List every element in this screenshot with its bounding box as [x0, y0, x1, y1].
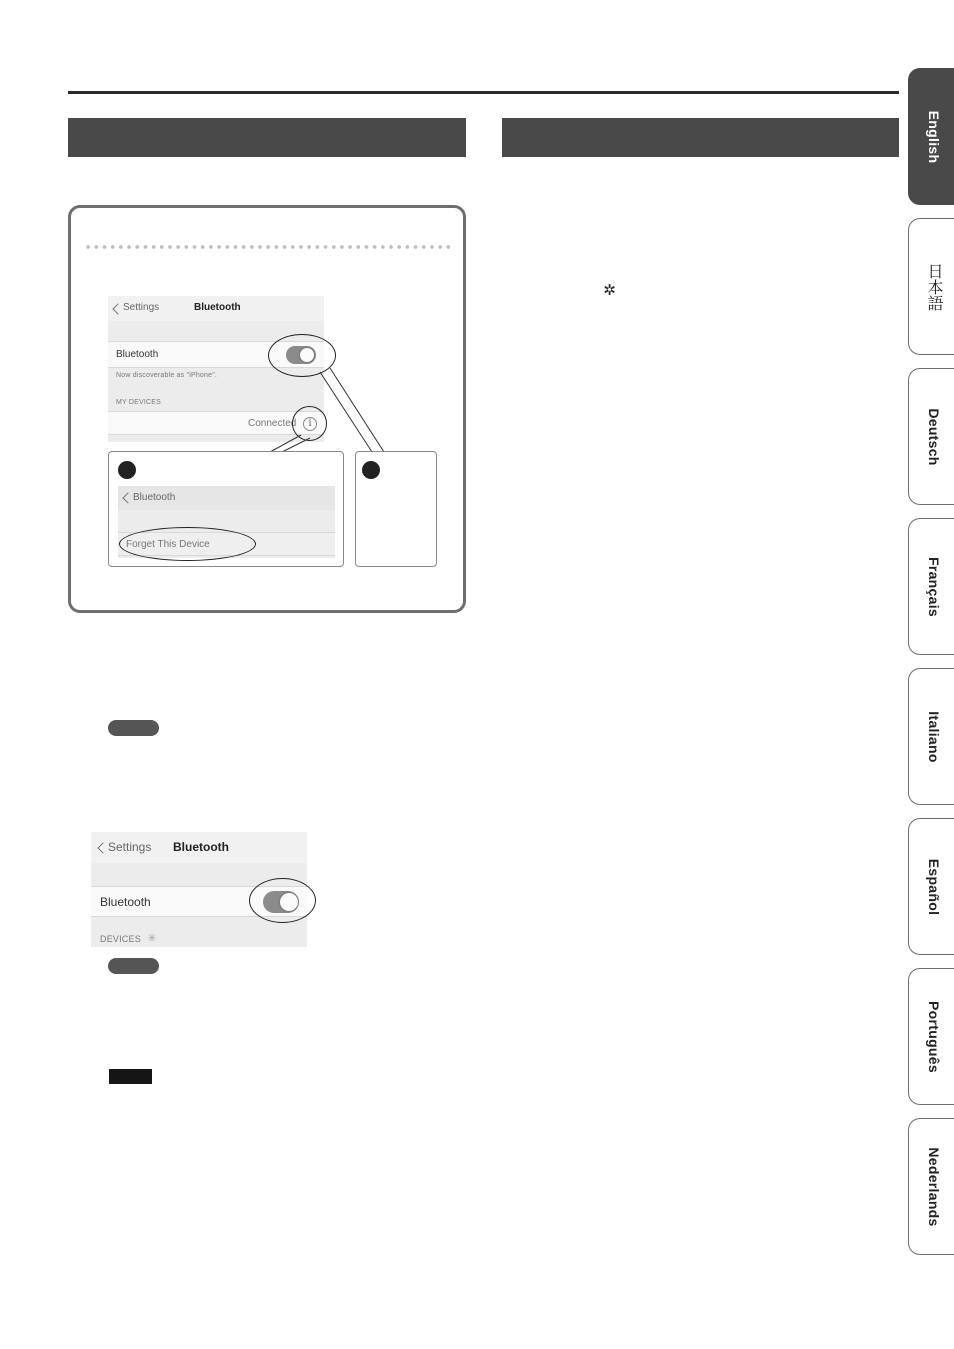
info-icon[interactable]: i [303, 417, 317, 431]
highlight-ring-toggle [249, 878, 316, 923]
tab-label: Nederlands [925, 1146, 942, 1227]
section-header-devices: DEVICES [100, 934, 141, 944]
note-badge [108, 958, 159, 974]
bluetooth-row-label: Bluetooth [116, 349, 159, 360]
back-button[interactable]: Bluetooth [133, 492, 176, 503]
tab-espanol[interactable] [908, 818, 954, 955]
back-button[interactable]: Settings [123, 302, 160, 313]
tab-francais[interactable] [908, 518, 954, 655]
settings-gear-icon: ✲ [603, 281, 616, 299]
bluetooth-row-label: Bluetooth [100, 895, 151, 909]
tab-deutsch[interactable] [908, 368, 954, 505]
note-badge [108, 720, 159, 736]
tab-label: Deutsch [925, 407, 942, 466]
nav-title: Bluetooth [173, 840, 229, 854]
tab-nederlands[interactable] [908, 1118, 954, 1255]
tab-english[interactable] [908, 68, 954, 205]
discoverable-note: Now discoverable as "iPhone". [116, 372, 218, 379]
tab-italiano[interactable] [908, 668, 954, 805]
nav-title: Bluetooth [194, 302, 241, 313]
back-button[interactable]: Settings [108, 840, 152, 854]
ios-nav-bar [118, 486, 335, 510]
loading-spinner-icon: ✳ [147, 931, 158, 945]
tab-japanese[interactable] [908, 218, 954, 355]
tab-label: English [925, 110, 942, 163]
notice-badge [109, 1069, 152, 1084]
tab-label: 日本語 [925, 262, 942, 311]
step-number-dot [118, 461, 136, 479]
connected-status: Connected [248, 418, 297, 429]
highlight-ring-forget [119, 527, 256, 561]
step-number-dot [362, 461, 380, 479]
tab-label: Español [925, 858, 942, 915]
chevron-left-icon [122, 492, 133, 503]
forget-device-button[interactable]: Forget This Device [126, 539, 210, 550]
tab-label: Português [925, 1000, 942, 1073]
chevron-left-icon [97, 842, 108, 853]
section-header-my-devices: MY DEVICES [116, 399, 162, 406]
tab-portugues[interactable] [908, 968, 954, 1105]
tab-label: Français [925, 556, 942, 617]
ios-nav-bar [91, 832, 307, 863]
tab-label: Italiano [925, 710, 942, 763]
